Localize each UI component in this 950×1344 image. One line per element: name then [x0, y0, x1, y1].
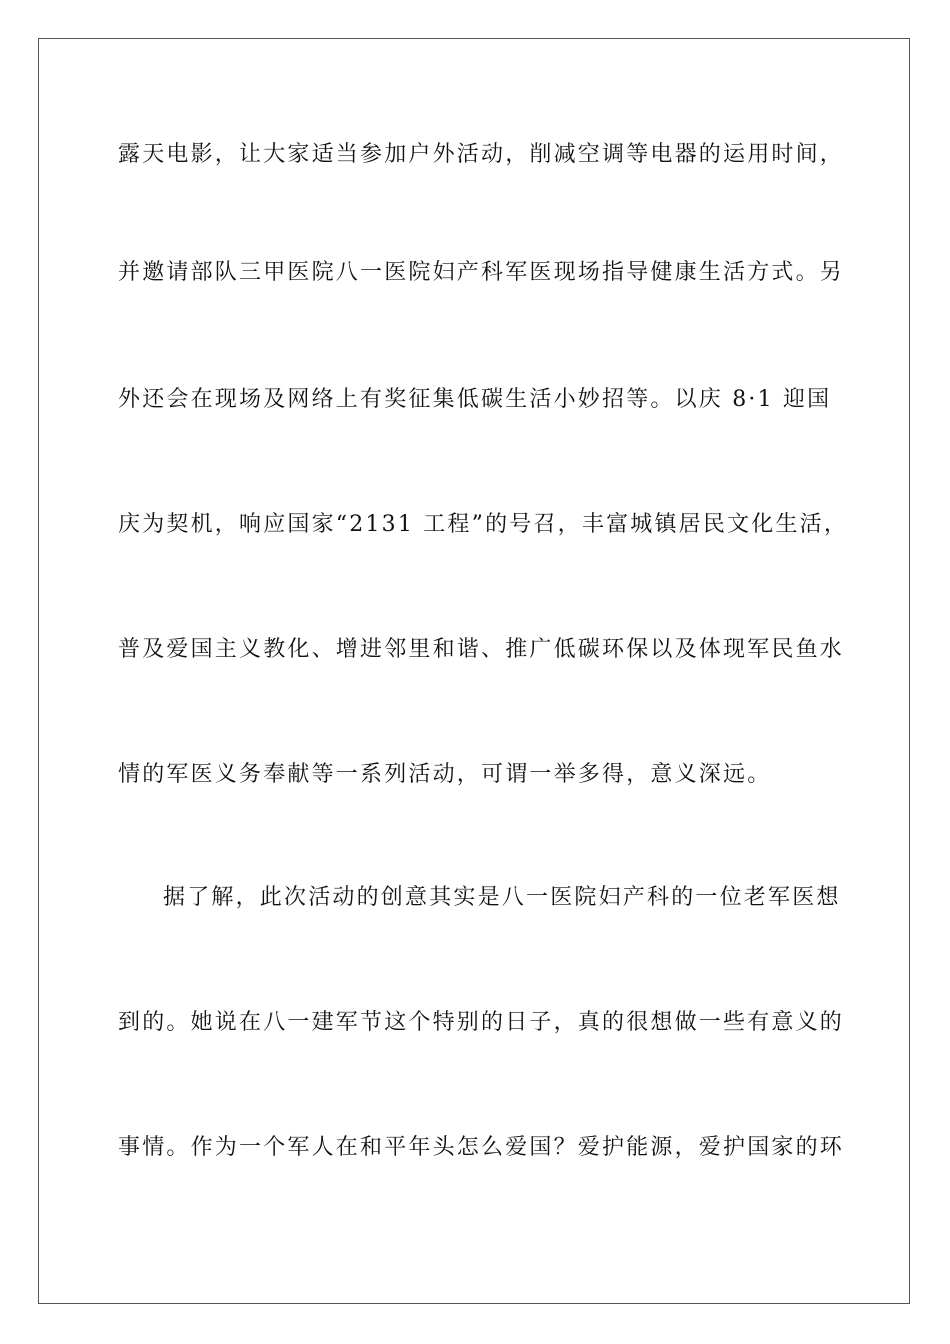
paragraph-line-8: 到的。她说在八一建军节这个特别的日子，真的很想做一些有意义的	[118, 1010, 845, 1035]
paragraph-line-5: 普及爱国主义教化、增进邻里和谐、推广低碳环保以及体现军民鱼水	[118, 637, 845, 662]
paragraph-line-6: 情的军医义务奉献等一系列活动，可谓一举多得，意义深远。	[118, 762, 772, 787]
paragraph-line-1: 露天电影，让大家适当参加户外活动，削减空调等电器的运用时间，	[118, 142, 845, 167]
paragraph-line-2: 并邀请部队三甲医院八一医院妇产科军医现场指导健康生活方式。另	[118, 260, 845, 285]
paragraph-line-3: 外还会在现场及网络上有奖征集低碳生活小妙招等。以庆 8·1 迎国	[118, 387, 832, 412]
paragraph-line-9: 事情。作为一个军人在和平年头怎么爱国？爱护能源，爱护国家的环	[118, 1135, 845, 1160]
paragraph-line-7: 据了解，此次活动的创意其实是八一医院妇产科的一位老军医想	[163, 885, 841, 910]
page-border	[38, 38, 910, 1304]
paragraph-line-4: 庆为契机，响应国家“2131 工程”的号召，丰富城镇居民文化生活，	[118, 512, 849, 537]
